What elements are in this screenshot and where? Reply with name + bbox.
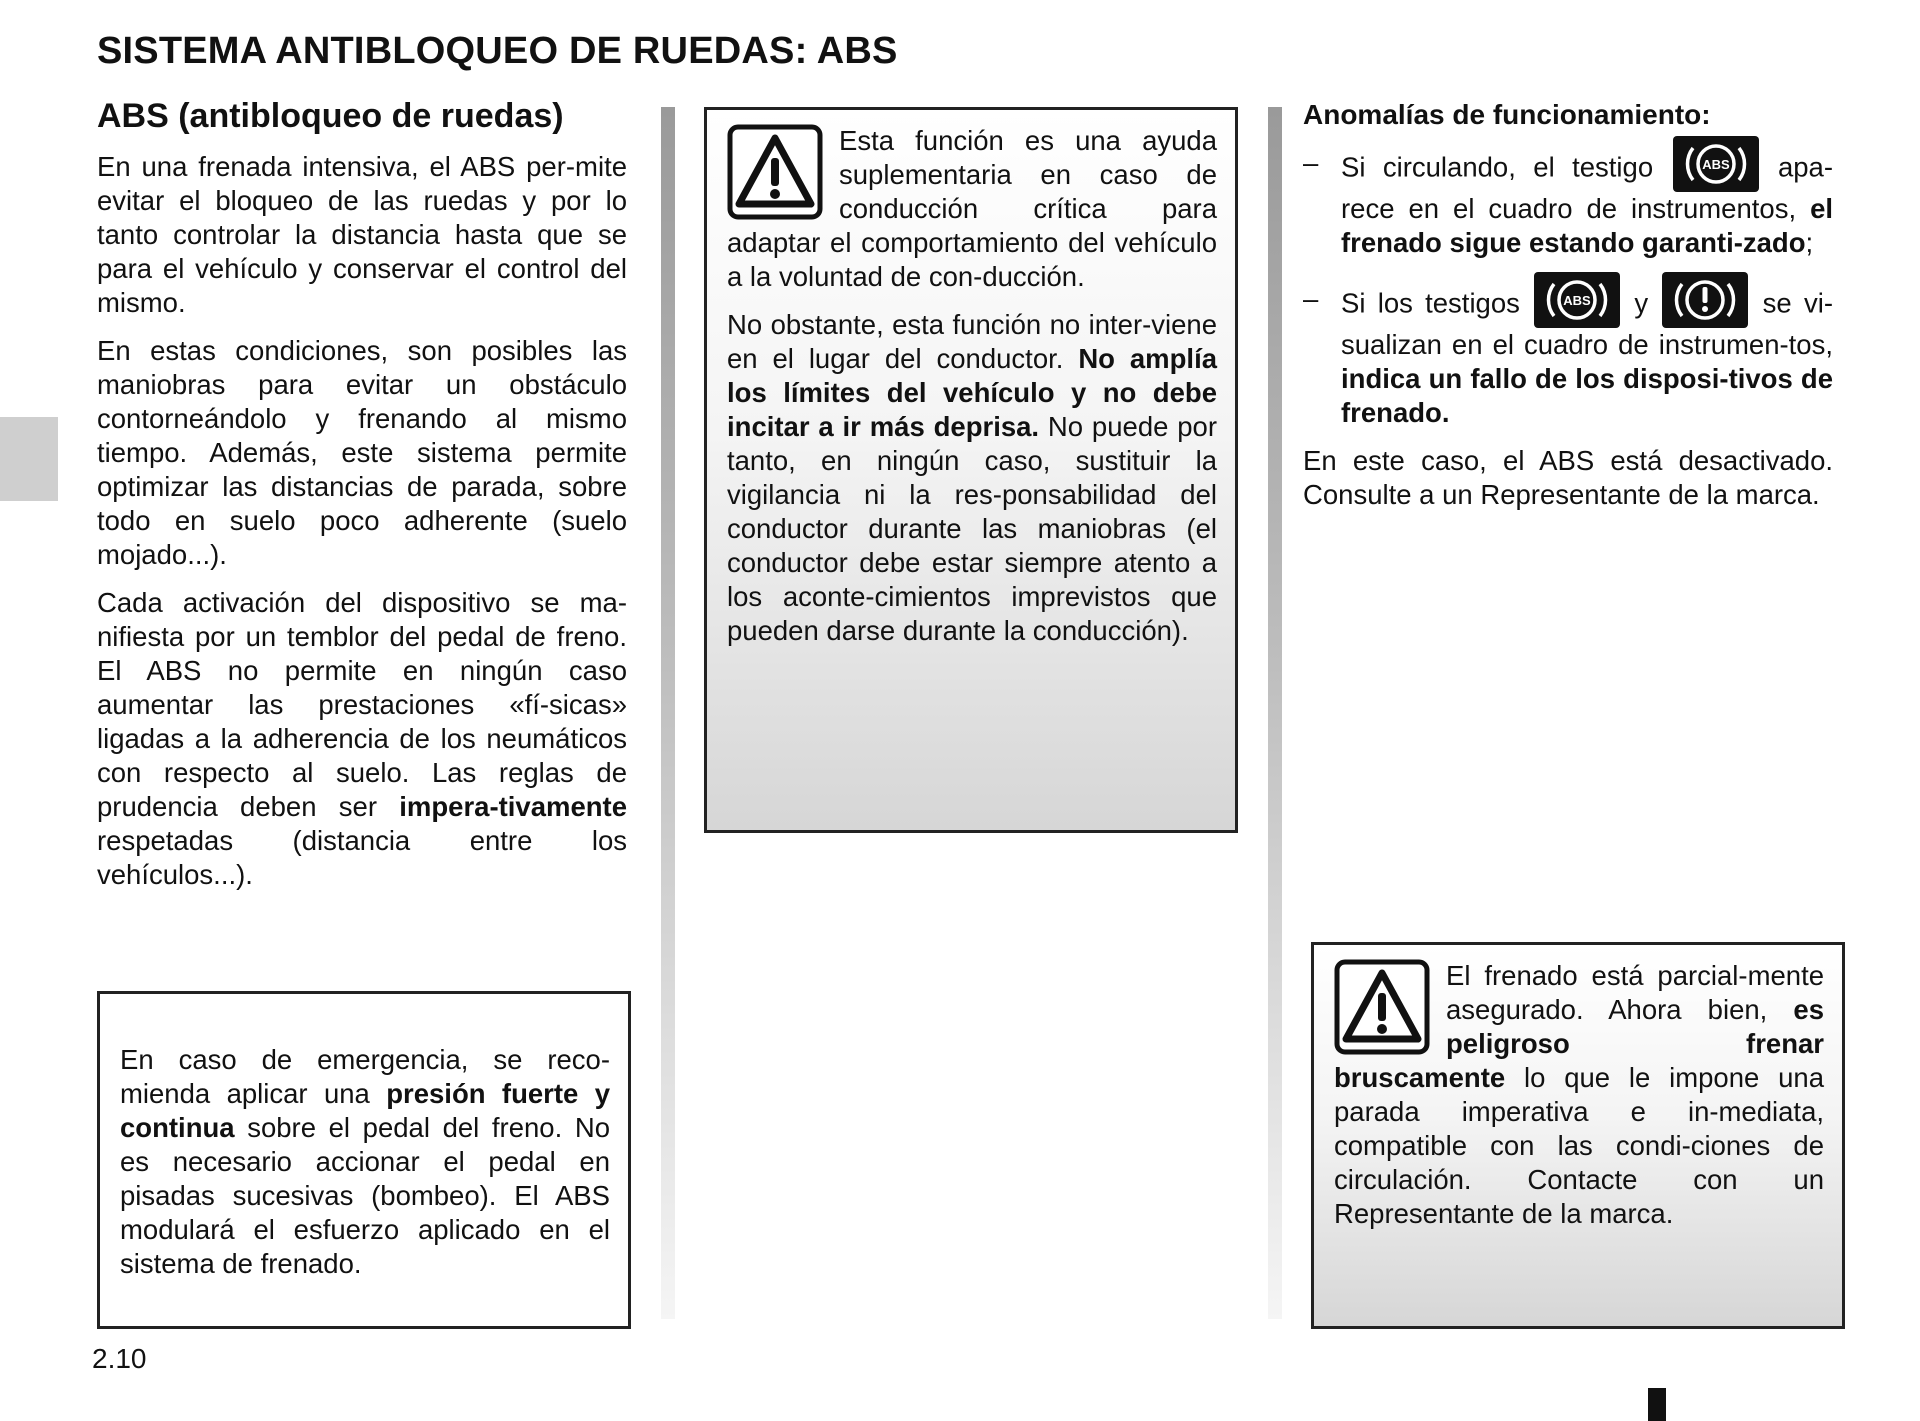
- item1-end: ;: [1805, 227, 1814, 258]
- page-number: 2.10: [92, 1343, 147, 1374]
- item1-text: Si circulando, el testigo: [1341, 151, 1671, 183]
- item1-emphasis: el frenado sigue estando garanti-zado: [1341, 193, 1833, 258]
- item2-text-cont: se vi-sualizan en el cuadro de instrumen-tos,: [1341, 287, 1833, 360]
- warning-box-driver-responsibility: [704, 107, 1238, 833]
- column-malfunctions: [1303, 98, 1833, 526]
- malfunction-consequence: En este caso, el ABS está desactivado. Consulte a un Representante de la marca.: [1303, 445, 1833, 510]
- warning-emphasis: No amplía los límites del vehículo y no debe incitar a ir más deprisa.: [727, 343, 1218, 442]
- paragraph-3-emphasis: impera-tivamente: [399, 791, 627, 822]
- abs-warning-lamp-icon: [1673, 136, 1759, 192]
- item1-text-cont: apa-rece en el cuadro de instrumentos,: [1341, 151, 1833, 224]
- warning-box-partial-braking: [1311, 942, 1845, 1329]
- page-edge-mark: [1648, 1388, 1666, 1421]
- warning-triangle-icon: [1334, 959, 1430, 1055]
- paragraph-3: [97, 586, 627, 892]
- malfunction-item-abs-and-brake: [1303, 282, 1833, 430]
- malfunctions-heading: Anomalías de funcionamiento:: [1303, 99, 1711, 130]
- warning-content: [727, 124, 1217, 662]
- section-subtitle: ABS (antibloqueo de ruedas): [97, 97, 564, 135]
- partial-braking-warning: [1334, 959, 1824, 1245]
- column-abs-description: [97, 96, 627, 906]
- partial-braking-text: El frenado está parcial-mente asegurado. Ahora bien,: [1446, 960, 1824, 1025]
- paragraph-3-text: Cada activación del dispositivo se ma-nifiesta por un temblor del pedal de freno. El ABS no permite en ningún caso aumentar las prestaciones «fí-sicas» ligadas a la adherencia de los neumáticos con respecto al suelo. Las reglas de prudencia deben ser: [97, 587, 627, 822]
- warning-paragraph-2: [727, 308, 1217, 648]
- warning-paragraph-1: Esta función es una ayuda suplementaria en caso de conducción crítica para adaptar el comportamiento del vehículo a la voluntad de con-ducción.: [727, 125, 1217, 292]
- abs-lamp-label: ABS: [1563, 293, 1591, 308]
- page-title: SISTEMA ANTIBLOQUEO DE RUEDAS: ABS: [97, 30, 898, 72]
- paragraph-2: En estas condiciones, son posibles las maniobras para evitar un obstáculo contorneándolo y frenando al mismo tiempo. Además, este sistema permite optimizar las distancias de parada, sobre todo en suelo poco adherente (suelo mojado...).: [97, 335, 627, 570]
- item2-and: y: [1622, 287, 1661, 319]
- emergency-text-end: sobre el pedal del freno. No es necesario accionar el pedal en pisadas sucesivas (bombeo). El ABS modulará el esfuerzo aplicado en el sistema de frenado.: [120, 1112, 610, 1279]
- chapter-tab: [0, 417, 58, 501]
- paragraph-1: En una frenada intensiva, el ABS per-mite evitar el bloqueo de las ruedas y por lo tanto controlar la distancia hasta que se para el vehículo y conservar el control del mismo.: [97, 151, 627, 318]
- column-divider-right: [1268, 107, 1282, 1319]
- malfunction-item-abs: [1303, 146, 1833, 260]
- emergency-emphasis: presión fuerte y continua: [120, 1078, 610, 1143]
- emergency-note: [120, 1043, 610, 1295]
- partial-braking-text-end: lo que le impone una parada imperativa e in-mediata, compatible con las condi-ciones de circulación. Contacte con un Representante de la marca.: [1334, 1062, 1824, 1229]
- paragraph-3-end: respetadas (distancia entre los vehículos...).: [97, 825, 627, 890]
- warning-triangle-icon: [727, 124, 823, 220]
- list-dash: –: [1303, 147, 1319, 178]
- warning-text-end: No puede por tanto, en ningún caso, sustituir la vigilancia ni la res-ponsabilidad del conductor durante las maniobras (el conductor debe estar siempre atento a los aconte-cimientos imprevistos que pueden darse durante la conducción).: [727, 411, 1217, 646]
- column-divider-left: [661, 107, 675, 1319]
- emergency-text: En caso de emergencia, se reco-mienda aplicar una: [120, 1044, 610, 1109]
- emergency-note-box: [97, 991, 631, 1329]
- brake-warning-lamp-icon: [1662, 272, 1748, 328]
- item2-emphasis: indica un fallo de los disposi-tivos de frenado.: [1341, 363, 1833, 428]
- warning-text: No obstante, esta función no inter-viene en el lugar del conductor.: [727, 309, 1217, 374]
- list-dash: –: [1303, 283, 1319, 314]
- item2-text: Si los testigos: [1341, 287, 1533, 319]
- abs-warning-lamp-icon: [1534, 272, 1620, 328]
- abs-lamp-label: ABS: [1701, 157, 1730, 172]
- partial-braking-emphasis: es peligroso frenar bruscamente: [1334, 994, 1824, 1093]
